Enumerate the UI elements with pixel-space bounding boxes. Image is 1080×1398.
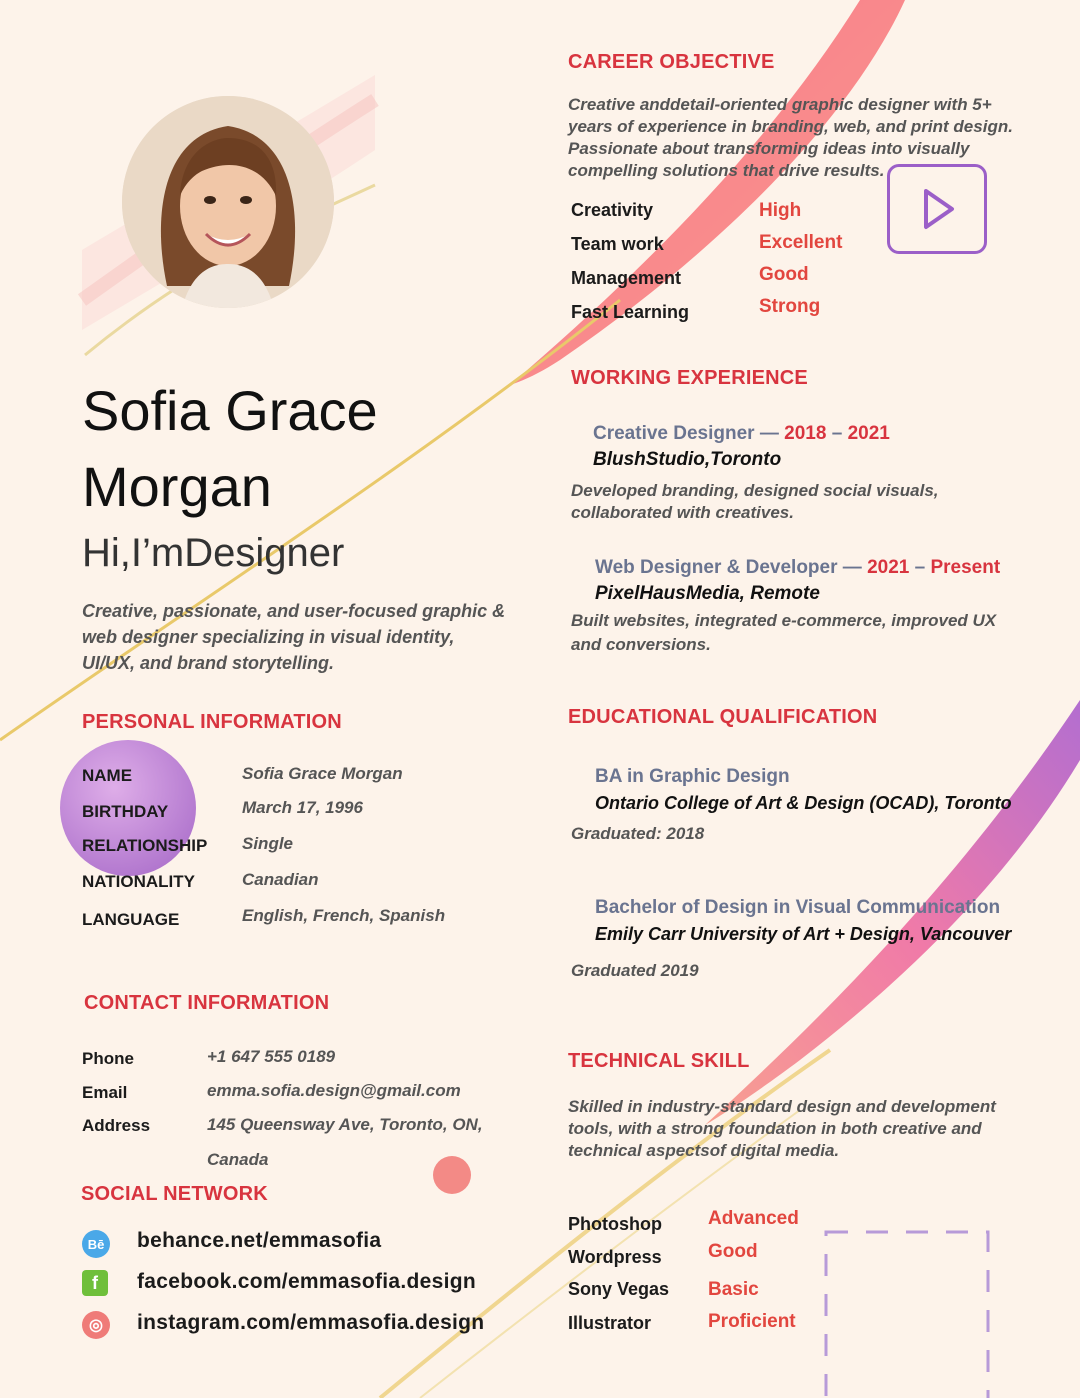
working-experience-heading: WORKING EXPERIENCE	[571, 367, 808, 389]
degree-title: Bachelor of Design in Visual Communication	[595, 897, 1001, 918]
tech-skill-name: Illustrator	[568, 1313, 652, 1333]
behance-link[interactable]: behance.net/emmasofia	[137, 1229, 382, 1252]
graduation-year: Graduated 2019	[571, 961, 699, 980]
job-title: Web Designer & Developer —	[595, 557, 862, 578]
play-video-icon[interactable]	[887, 164, 987, 254]
social-network-heading: SOCIAL NETWORK	[81, 1183, 268, 1205]
phone-label: Phone	[82, 1049, 134, 1068]
job-title-line	[595, 557, 1000, 579]
job-dash: –	[831, 423, 843, 444]
degree-title: BA in Graphic Design	[595, 766, 790, 787]
behance-icon: Bē	[82, 1230, 110, 1258]
soft-skill-level: Excellent	[759, 232, 843, 253]
personal-row-nationality	[82, 872, 522, 892]
tech-skill-level: Good	[708, 1241, 758, 1262]
tech-skill-name: Sony Vegas	[568, 1279, 670, 1299]
job-dash: –	[914, 557, 926, 578]
soft-skill-name: Creativity	[571, 200, 654, 220]
address-line-1: 145 Queensway Ave, Toronto, ON,	[207, 1115, 483, 1134]
soft-skill-name: Management	[571, 268, 682, 288]
career-objective-heading: CAREER OBJECTIVE	[568, 51, 775, 73]
tagline: Hi,I’mDesigner	[82, 531, 345, 575]
email-label: Email	[82, 1083, 128, 1102]
job-start-year: 2021	[867, 557, 910, 578]
personal-row-language	[82, 906, 522, 930]
name-first-line: Sofia Grace	[82, 379, 378, 442]
school-name: Ontario College of Art & Design (OCAD), Toronto	[595, 793, 1012, 813]
soft-skill-level: High	[759, 200, 802, 221]
address-line-2: Canada	[207, 1150, 269, 1169]
tech-skill-name: Photoshop	[568, 1214, 662, 1234]
job-description: Developed branding, designed social visuals, collaborated with creatives.	[571, 481, 939, 522]
personal-label: LANGUAGE	[82, 910, 180, 929]
address-label: Address	[82, 1116, 151, 1135]
personal-label: RELATIONSHIP	[82, 836, 208, 855]
personal-value: Single	[242, 834, 294, 853]
personal-row-relationship	[82, 836, 522, 856]
facebook-icon: f	[82, 1270, 108, 1296]
personal-row-name	[82, 766, 522, 786]
personal-label: BIRTHDAY	[82, 802, 169, 821]
portrait-illustration	[122, 96, 334, 308]
profile-summary: Creative, passionate, and user-focused graphic & web designer specializing in visual identity, UI/UX, and brand storytelling.	[82, 601, 506, 673]
soft-skill-level: Good	[759, 264, 809, 285]
profile-photo	[122, 96, 334, 308]
facebook-link[interactable]: facebook.com/emmasofia.design	[137, 1270, 476, 1293]
job-end-year: Present	[930, 557, 1001, 578]
career-objective-text: Creative anddetail-oriented graphic designer with 5+ years of experience in branding, web, and print design. Passionate about transforming ideas into visually compelling solutions that drive results.	[568, 95, 1013, 180]
name-second-line: Morgan	[82, 455, 272, 518]
email-value: emma.sofia.design@gmail.com	[207, 1081, 461, 1100]
instagram-icon: ◎	[82, 1311, 110, 1339]
soft-skill-name: Fast Learning	[571, 302, 690, 322]
personal-label: NATIONALITY	[82, 872, 196, 891]
personal-label: NAME	[82, 766, 133, 785]
personal-value: Sofia Grace Morgan	[242, 764, 403, 783]
job-title: Creative Designer —	[593, 423, 779, 444]
tech-skill-name: Wordpress	[568, 1247, 662, 1267]
graduation-year: Graduated: 2018	[571, 824, 705, 843]
job-description: Built websites, integrated e-commerce, improved UX and conversions.	[571, 611, 997, 654]
job-company: BlushStudio,Toronto	[593, 449, 782, 470]
tech-skill-level: Proficient	[708, 1311, 796, 1332]
personal-value: Canadian	[242, 870, 319, 889]
job-title-line	[593, 423, 890, 445]
technical-skill-text: Skilled in industry-standard design and development tools, with a strong foundation in both creative and technical aspectsof digital media.	[568, 1097, 996, 1160]
soft-skill-name: Team work	[571, 234, 664, 254]
personal-value: March 17, 1996	[242, 798, 363, 817]
personal-value: English, French, Spanish	[242, 906, 446, 925]
tech-skill-level: Advanced	[708, 1208, 799, 1229]
instagram-link[interactable]: instagram.com/emmasofia.design	[137, 1311, 485, 1334]
technical-skill-heading: TECHNICAL SKILL	[568, 1050, 750, 1072]
play-triangle-icon	[890, 167, 984, 251]
educational-qualification-heading: EDUCATIONAL QUALIFICATION	[568, 706, 878, 728]
job-start-year: 2018	[784, 423, 827, 444]
soft-skill-level: Strong	[759, 296, 821, 317]
personal-row-birthday	[82, 798, 522, 822]
job-company: PixelHausMedia, Remote	[595, 583, 820, 604]
personal-information-heading: PERSONAL INFORMATION	[82, 711, 342, 733]
job-end-year: 2021	[847, 423, 890, 444]
phone-value: +1 647 555 0189	[207, 1047, 336, 1066]
contact-information-heading: CONTACT INFORMATION	[84, 992, 330, 1014]
tech-skill-level: Basic	[708, 1279, 759, 1300]
school-name: Emily Carr University of Art + Design, Vancouver	[595, 924, 1012, 944]
